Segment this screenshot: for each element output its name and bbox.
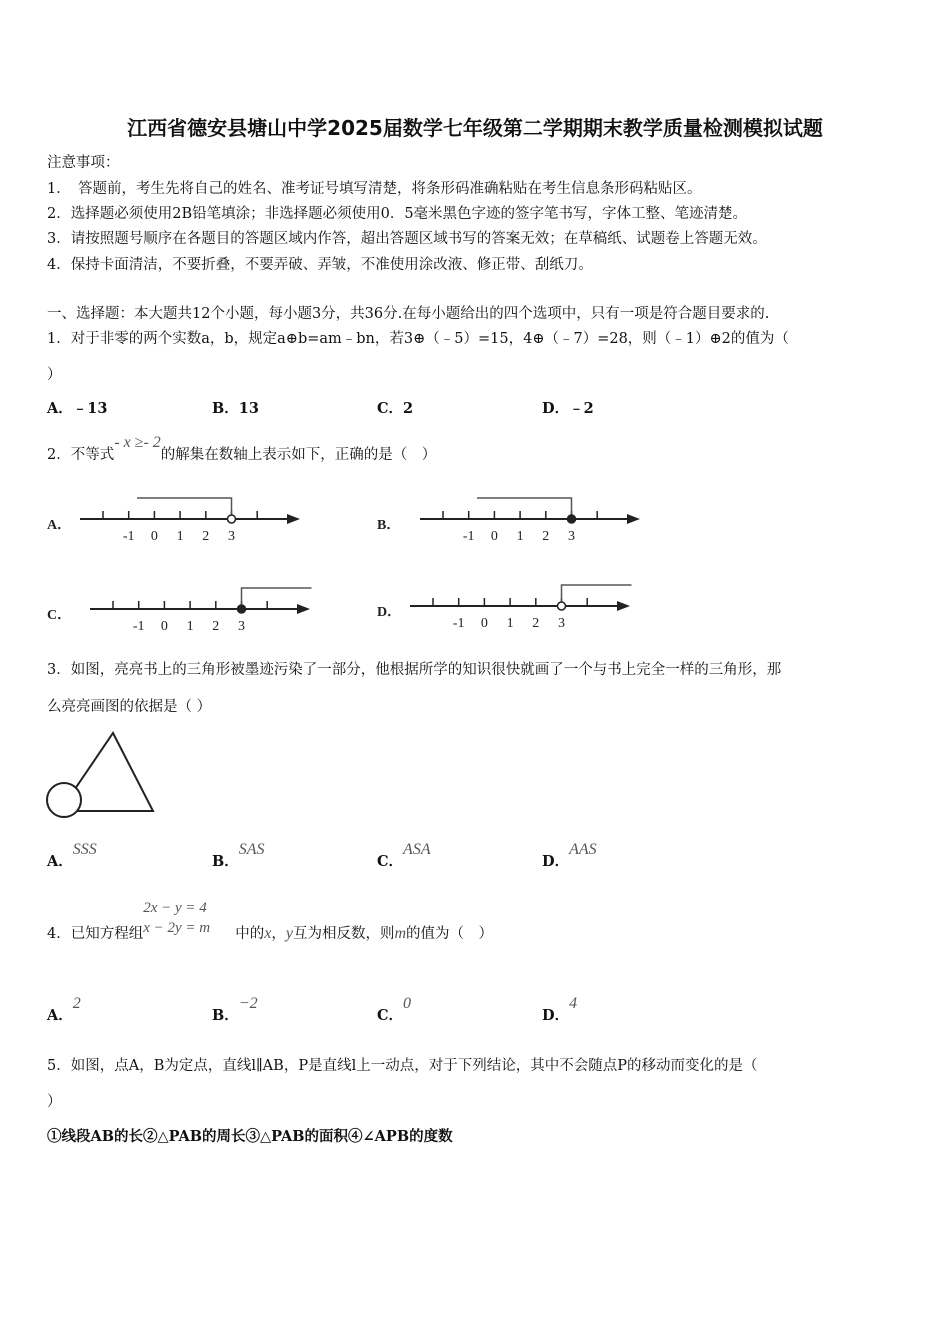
arrow-icon bbox=[627, 514, 640, 524]
option-label: C． bbox=[47, 608, 72, 623]
tick-label: -1 bbox=[132, 619, 145, 634]
tick-label: -1 bbox=[452, 616, 465, 631]
q1-option-b: B．13 bbox=[212, 400, 259, 417]
option-label: A． bbox=[47, 518, 72, 533]
q4-option-a: A．2 bbox=[47, 995, 81, 1024]
tick-label: 2 bbox=[202, 529, 210, 544]
tick-label: -1 bbox=[122, 529, 135, 544]
q4-option-b: B．−2 bbox=[212, 995, 258, 1024]
number-line-options bbox=[0, 480, 700, 640]
tick-label: 1 bbox=[506, 616, 514, 631]
question-1: 1．对于非零的两个实数a，b，规定a⊕b=am﹣bn，若3⊕（﹣5）=15，4⊕（﹣7）=28，则（﹣1）⊕2的值为（ bbox=[47, 331, 789, 347]
tick-label: 3 bbox=[558, 616, 565, 631]
solution-bracket bbox=[137, 498, 232, 519]
question-1-cont: ） bbox=[47, 367, 62, 383]
solution-bracket bbox=[477, 498, 572, 519]
q1-option-c: C．2 bbox=[377, 400, 414, 417]
section-heading: 一、选择题：本大题共12个小题，每小题3分，共36分.在每小题给出的四个选项中，只有一项是符合题目要求的. bbox=[47, 306, 770, 322]
tick-label: -1 bbox=[462, 529, 475, 544]
tick-label: 2 bbox=[542, 529, 550, 544]
inequality: - x ≥- 2 bbox=[114, 434, 161, 451]
q4-option-c: C．0 bbox=[377, 995, 412, 1024]
page-title: 江西省德安县塘山中学2025届数学七年级第二学期期末教学质量检测模拟试题 bbox=[127, 116, 823, 140]
q1-option-d: D．﹣2 bbox=[542, 400, 594, 417]
closed-point-marker bbox=[238, 605, 246, 613]
notice-item: 4．保持卡面清洁，不要折叠，不要弄破、弄皱，不准使用涂改液、修正带、刮纸刀。 bbox=[47, 257, 593, 273]
tick-label: 3 bbox=[238, 619, 245, 634]
closed-point-marker bbox=[568, 515, 576, 523]
q3-option-d: D．AAS bbox=[542, 841, 597, 870]
equation-system: 2x − y = 4 x − 2y = m bbox=[143, 900, 211, 936]
tick-label: 1 bbox=[516, 529, 524, 544]
tick-label: 0 bbox=[490, 529, 498, 544]
option-label: B． bbox=[377, 518, 401, 533]
question-2: 2．不等式- x ≥- 2的解集在数轴上表示如下，正确的是（ ） bbox=[47, 434, 437, 463]
question-4: 4．已知方程组 2x − y = 4 x − 2y = m 中的x，y互为相反数，则m的值为（ ） bbox=[47, 900, 494, 942]
tick-label: 0 bbox=[480, 616, 488, 631]
tick-label: 3 bbox=[228, 529, 235, 544]
notice-item: 1． 答题前，考生先将自己的姓名、准考证号填写清楚，将条形码准确粘贴在考生信息条形码粘贴区。 bbox=[47, 181, 702, 197]
notice-item: 2．选择题必须使用2B铅笔填涂；非选择题必须使用0．5毫米黑色字迹的签字笔书写，字体工整、笔迹清楚。 bbox=[47, 206, 748, 222]
notice-heading: 注意事项： bbox=[47, 155, 120, 171]
option-label: D． bbox=[377, 605, 402, 620]
q3-option-b: B．SAS bbox=[212, 841, 265, 870]
tick-label: 2 bbox=[212, 619, 220, 634]
question-5: 5．如图，点A，B为定点，直线l∥AB，P是直线l上一动点，对于下列结论，其中不会随点P的移动而变化的是（ bbox=[47, 1058, 758, 1074]
question-3: 3．如图，亮亮书上的三角形被墨迹污染了一部分，他根据所学的知识很快就画了一个与书上完全一样的三角形，那 bbox=[47, 662, 782, 678]
question-3-cont: 么亮亮画图的依据是（ ） bbox=[47, 699, 212, 715]
open-point-marker bbox=[558, 602, 566, 610]
question-5-statements: ①线段AB的长②△PAB的周长③△PAB的面积④∠APB的度数 bbox=[47, 1128, 453, 1145]
arrow-icon bbox=[617, 601, 630, 611]
q3-option-c: C．ASA bbox=[377, 841, 431, 870]
arrow-icon bbox=[297, 604, 310, 614]
notice-item: 3．请按照题号顺序在各题目的答题区域内作答，超出答题区域书写的答案无效；在草稿纸、试题卷上答题无效。 bbox=[47, 231, 767, 247]
q1-option-a: A．﹣13 bbox=[47, 400, 108, 417]
stained-triangle-figure bbox=[40, 725, 165, 825]
open-point-marker bbox=[228, 515, 236, 523]
tick-label: 1 bbox=[176, 529, 184, 544]
arrow-icon bbox=[287, 514, 300, 524]
tick-label: 2 bbox=[532, 616, 540, 631]
tick-label: 3 bbox=[568, 529, 575, 544]
q4-option-d: D．4 bbox=[542, 995, 578, 1024]
q3-option-a: A．SSS bbox=[47, 841, 97, 870]
tick-label: 1 bbox=[186, 619, 194, 634]
question-5-cont: ） bbox=[47, 1094, 62, 1110]
tick-label: 0 bbox=[160, 619, 168, 634]
tick-label: 0 bbox=[150, 529, 158, 544]
